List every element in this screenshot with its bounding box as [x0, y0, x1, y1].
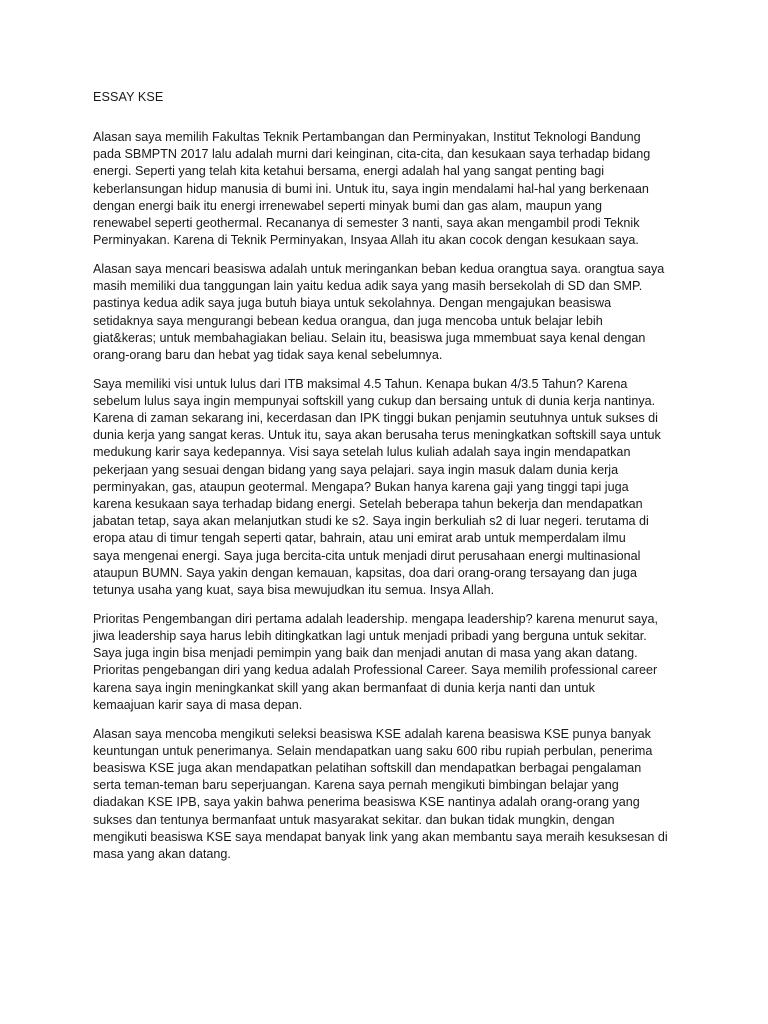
- text-line: pada SBMPTN 2017 lalu adalah murni dari keinginan, cita-cita, dan kesukaan saya terhadap bidang: [93, 147, 651, 162]
- paragraph-1: [93, 129, 683, 249]
- text-line: eropa atau di timur tengah seperti qatar, bahrain, atau uni emirat arab untuk memperdalam ilmu: [93, 531, 626, 546]
- text-line: Saya juga ingin bisa menjadi pemimpin yang baik dan menjadi anutan di masa yang akan datang.: [93, 646, 638, 661]
- text-line: ataupun BUMN. Saya yakin dengan kemauan, kapsitas, doa dari orang-orang tersayang dan juga: [93, 565, 637, 580]
- text-line: keberlansungan hidup manusia di bumi ini. Untuk itu, saya ingin mendalami hal-hal yang berkenaan: [93, 181, 649, 196]
- text-line: dunia kerja yang sangat keras. Untuk itu, saya akan berusaha terus meningkatkan softskill saya untuk: [93, 428, 661, 443]
- paragraph-3: [93, 376, 683, 600]
- document-title: ESSAY KSE: [93, 90, 164, 104]
- text-line: karena saya ingin meningkankat skill yang akan bermanfaat di dunia kerja nanti dan untuk: [93, 680, 595, 695]
- text-line: diadakan KSE IPB, saya yakin bahwa penerima beasiswa KSE nantinya adalah orang-orang yang: [93, 795, 640, 810]
- text-line: giat&keras; untuk membahagiakan beliau. Selain itu, beasiswa juga mmembuat saya kenal dengan: [93, 330, 646, 345]
- text-line: renewabel seperti geothermal. Recananya di semester 3 nanti, saya akan mengambil prodi Teknik: [93, 216, 640, 231]
- text-line: Karena di zaman sekarang ini, kecerdasan dan IPK tinggi bukan penjamin seutuhnya untuk sukses di: [93, 411, 658, 426]
- text-line: saya mengenai energi. Saya juga bercita-cita untuk menjadi dirut perusahaan energi multinasional: [93, 548, 641, 563]
- text-line: pastinya kedua adik saya juga butuh biaya untuk sekolahnya. Dengan mengajukan beasiswa: [93, 296, 612, 311]
- paragraph-5: [93, 726, 683, 864]
- text-line: beasiswa KSE juga akan mendapatkan pelatihan softskill dan mendapatkan berbagai pengalaman: [93, 760, 642, 775]
- text-line: karena kesukaan saya terhadap bidang energi. Setelah beberapa tahun bekerja dan mendapatkan: [93, 497, 643, 512]
- paragraph-2: [93, 261, 683, 364]
- text-line: setidaknya saya mengurangi bebean kedua orangua, dan juga mencoba untuk belajar lebih: [93, 313, 603, 328]
- text-line: masa yang akan datang.: [93, 846, 231, 861]
- text-line: masih memiliki dua tanggungan lain yaitu kedua adik saya yang masih bersekolah di SD dan SMP.: [93, 279, 643, 294]
- document-body: [93, 129, 683, 875]
- text-line: mengikuti beasiswa KSE saya mendapat banyak link yang akan membantu saya meraih kesuksesan di: [93, 829, 668, 844]
- text-line: Perminyakan. Karena di Teknik Perminyakan, Insyaa Allah itu akan cocok dengan kesukaan saya.: [93, 233, 639, 248]
- text-line: Saya memiliki visi untuk lulus dari ITB maksimal 4.5 Tahun. Kenapa bukan 4/3.5 Tahun? Karena: [93, 376, 628, 391]
- text-line: sebelum lulus saya ingin mempunyai softskill yang cukup dan bersaing untuk di dunia kerja nantinya.: [93, 393, 656, 408]
- text-line: perminyakan, gas, ataupun geotermal. Mengapa? Bukan hanya karena gaji yang tinggi tapi juga: [93, 479, 629, 494]
- text-line: medukung karir saya kedepannya. Visi saya setelah lulus kuliah adalah saya ingin mendapatkan: [93, 445, 631, 460]
- text-line: sukses dan tentunya bermanfaat untuk masyarakat sekitar. dan bukan tidak mungkin, dengan: [93, 812, 615, 827]
- text-line: Alasan saya mencoba mengikuti seleksi beasiswa KSE adalah karena beasiswa KSE punya banyak: [93, 726, 651, 741]
- text-line: jabatan tetap, saya akan melanjutkan studi ke s2. Saya ingin berkuliah s2 di luar negeri. terutama di: [93, 514, 649, 529]
- text-line: keuntungan untuk penerimanya. Selain mendapatkan uang saku 600 ribu rupiah perbulan, penerima: [93, 743, 653, 758]
- text-line: tetunya usaha yang kuat, saya bisa mewujudkan itu semua. Insya Allah.: [93, 583, 495, 598]
- text-line: energi. Seperti yang telah kita ketahui bersama, energi adalah hal yang sangat penting bagi: [93, 164, 605, 179]
- text-line: Prioritas Pengembangan diri pertama adalah leadership. mengapa leadership? karena menurut saya,: [93, 611, 658, 626]
- text-line: Alasan saya memilih Fakultas Teknik Pertambangan dan Perminyakan, Institut Teknologi Bandung: [93, 130, 641, 144]
- text-line: Alasan saya mencari beasiswa adalah untuk meringankan beban kedua orangtua saya. orangtua saya: [93, 261, 665, 276]
- text-line: pekerjaan yang sesuai dengan bidang yang saya pelajari. saya ingin masuk dalam dunia kerja: [93, 462, 619, 477]
- text-line: jiwa leadership saya harus lebih ditingkatkan lagi untuk menjadi pribadi yang berguna untuk sekitar.: [93, 628, 647, 643]
- text-line: kemaajuan karir saya di masa depan.: [93, 697, 303, 712]
- text-line: dengan energi baik itu energi irrenewabel seperti minyak bumi dan gas alam, maupun yang: [93, 198, 602, 213]
- text-line: orang-orang baru dan hebat yag tidak saya kenal sebelumnya.: [93, 347, 443, 362]
- text-line: Prioritas pengebangan diri yang kedua adalah Professional Career. Saya memilih professional career: [93, 663, 658, 678]
- text-line: serta teman-teman baru seperjuangan. Karena saya pernah mengikuti bimbingan belajar yang: [93, 778, 619, 793]
- paragraph-4: [93, 611, 683, 714]
